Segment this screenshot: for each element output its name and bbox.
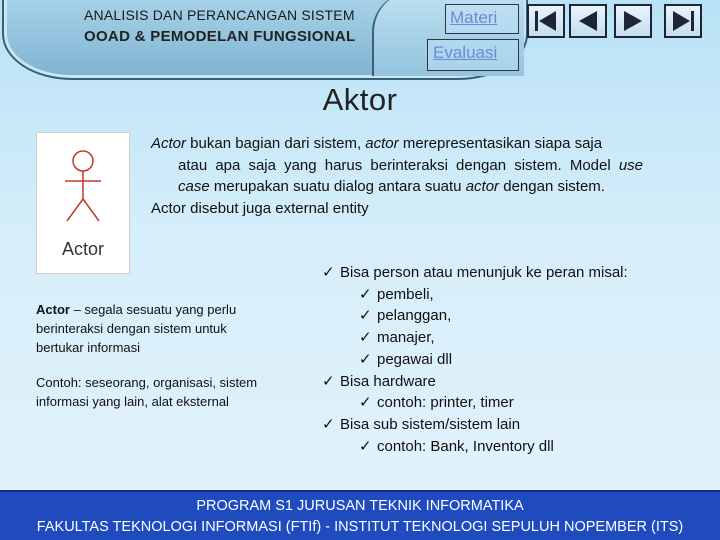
list-item-text: contoh: printer, timer bbox=[377, 394, 514, 412]
list-item-text: manajer, bbox=[377, 329, 435, 347]
course-title: ANALISIS DAN PERANCANGAN SISTEM bbox=[84, 7, 355, 23]
next-slide-icon bbox=[620, 9, 646, 33]
list-item bbox=[322, 349, 628, 371]
list-item-text: pembeli, bbox=[377, 285, 434, 303]
list-item-text: pelanggan, bbox=[377, 307, 452, 325]
desc-actor-term: Actor bbox=[151, 135, 187, 152]
actor-definition-note bbox=[36, 300, 266, 357]
desc-text-5: dengan sistem. bbox=[499, 178, 605, 195]
list-item bbox=[322, 284, 628, 306]
desc-actor-term-2: actor bbox=[365, 135, 399, 152]
checkmark-icon: ✓ bbox=[359, 307, 372, 325]
list-item-text: Bisa sub sistem/sistem lain bbox=[340, 415, 521, 433]
first-slide-icon bbox=[533, 9, 559, 33]
list-item bbox=[322, 414, 628, 436]
desc-text-4: merupakan suatu dialog antara suatu bbox=[209, 178, 466, 195]
desc-external-entity: Actor disebut juga external entity bbox=[151, 199, 369, 217]
list-item bbox=[322, 262, 628, 284]
actor-example-note: Contoh: seseorang, organisasi, sistem informasi yang lain, alat eksternal bbox=[36, 375, 258, 409]
actor-figure-label: Actor bbox=[61, 239, 104, 259]
note-actor-text: – segala sesuatu yang perlu berinteraksi dengan sistem untuk bertukar informasi bbox=[36, 302, 237, 355]
desc-text-1: bukan bagian dari sistem, bbox=[186, 135, 366, 152]
list-item bbox=[322, 371, 628, 393]
list-item-text: pegawai dll bbox=[377, 350, 453, 368]
checkmark-icon: ✓ bbox=[359, 285, 372, 303]
list-item-text: Bisa hardware bbox=[340, 372, 436, 390]
list-item-text: contoh: Bank, Inventory dll bbox=[377, 437, 554, 455]
checkmark-icon: ✓ bbox=[322, 264, 335, 281]
list-item bbox=[322, 436, 628, 458]
footer-faculty: FAKULTAS TEKNOLOGI INFORMASI (FTIf) - INSTITUT TEKNOLOGI SEPULUH NOPEMBER (ITS) bbox=[36, 519, 684, 535]
materi-link-frame bbox=[445, 4, 519, 34]
evaluasi-link-frame bbox=[427, 39, 519, 71]
course-subtitle: OOAD & PEMODELAN FUNGSIONAL bbox=[84, 28, 356, 45]
desc-indented bbox=[151, 155, 643, 198]
last-slide-button[interactable] bbox=[664, 4, 702, 38]
footer-program: PROGRAM S1 JURUSAN TEKNIK INFORMATIKA bbox=[196, 498, 524, 514]
note-actor-bold: Actor bbox=[36, 302, 70, 317]
stick-figure-icon bbox=[37, 133, 129, 233]
checkmark-icon: ✓ bbox=[359, 394, 372, 412]
checkmark-icon: ✓ bbox=[359, 437, 372, 455]
actor-description bbox=[151, 133, 643, 219]
previous-slide-icon bbox=[575, 9, 601, 33]
desc-usecase-term: use case bbox=[178, 156, 643, 195]
list-item bbox=[322, 327, 628, 349]
checkmark-icon: ✓ bbox=[359, 350, 372, 368]
first-slide-button[interactable] bbox=[527, 4, 565, 38]
slide-title: Aktor bbox=[322, 82, 398, 117]
next-slide-button[interactable] bbox=[614, 4, 652, 38]
checkmark-icon: ✓ bbox=[359, 329, 372, 347]
actor-figure bbox=[36, 132, 130, 274]
last-slide-icon bbox=[670, 9, 696, 33]
desc-text-2: merepresentasikan siapa saja bbox=[398, 135, 603, 152]
desc-actor-term-3: actor bbox=[465, 178, 500, 195]
checkmark-icon: ✓ bbox=[322, 372, 335, 390]
footer bbox=[0, 490, 720, 540]
actor-types-list bbox=[322, 262, 628, 457]
list-item bbox=[322, 392, 628, 414]
desc-text-3: atau apa saja yang harus berinteraksi dengan sistem. Model bbox=[178, 156, 619, 174]
list-item-text: Bisa person atau menunjuk ke peran misal: bbox=[340, 264, 628, 281]
previous-slide-button[interactable] bbox=[569, 4, 607, 38]
checkmark-icon: ✓ bbox=[322, 415, 335, 433]
list-item bbox=[322, 305, 628, 327]
